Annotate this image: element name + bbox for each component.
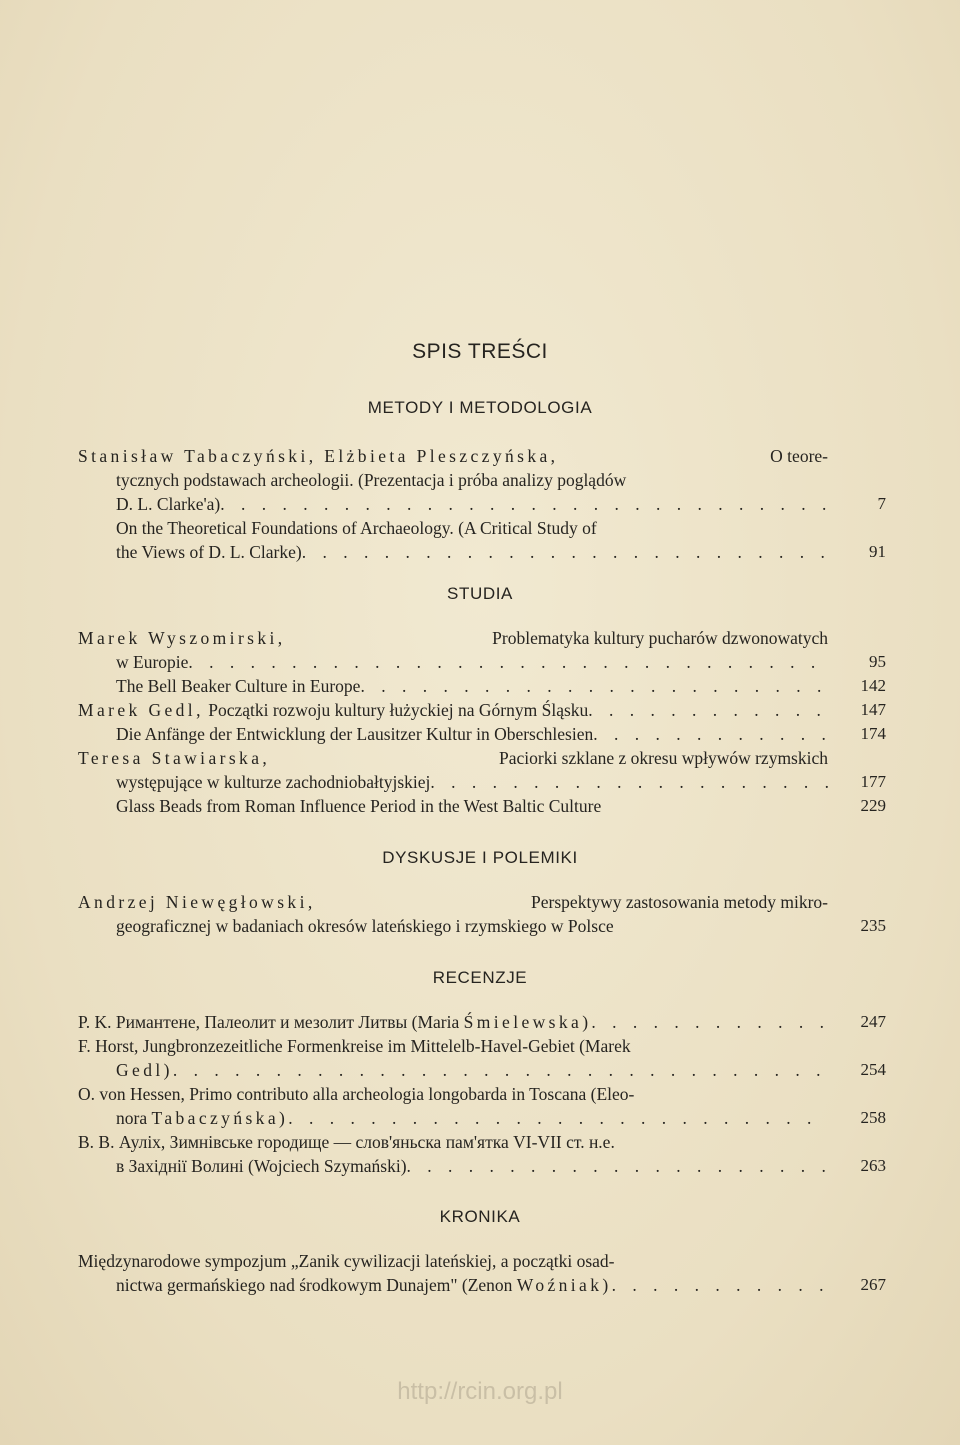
- author-name: Marek Wyszomirski,: [78, 628, 286, 648]
- entry-9-line-1: [78, 1130, 828, 1154]
- entry-title: Die Anfänge der Entwicklung der Lausitzer Kultur in Oberschlesien: [116, 724, 594, 744]
- section-heading-chronicle: KRONIKA: [439, 1207, 521, 1226]
- entry-6-line-1: [78, 1010, 828, 1034]
- author-name: Tabaczyńska): [151, 1108, 289, 1128]
- entry-3-line-1: [78, 698, 828, 722]
- author-name: Marek Gedl,: [78, 700, 204, 720]
- entry-title: в Захiднiї Волинi (Wojciech Szymański): [116, 1156, 407, 1176]
- page-number: 142: [860, 676, 886, 695]
- dot-leader: [593, 722, 828, 746]
- page-number: 263: [860, 1156, 886, 1175]
- page-number: 95: [869, 652, 886, 671]
- section-heading-methods: METODY I METODOLOGIA: [367, 398, 593, 417]
- entry-title: występujące w kulturze zachodniobałtyjskiej: [116, 772, 431, 792]
- entry-title: Glass Beads from Roman Influence Period in the West Baltic Culture: [116, 796, 602, 816]
- entry-title: Paciorki szklane z okresu wpływów rzymskich: [498, 748, 828, 768]
- entry-2-line-2: [116, 650, 828, 674]
- page-title: SPIS TREŚCI: [412, 340, 548, 363]
- entry-5-line-1: [78, 890, 828, 914]
- entry-title: On the Theoretical Foundations of Archaeology. (A Critical Study of: [116, 518, 597, 538]
- author-name: Teresa Stawiarska,: [78, 748, 271, 768]
- dot-leader: [173, 1058, 828, 1082]
- section-heading-reviews: RECENZJE: [432, 968, 528, 987]
- entry-title: geograficznej w badaniach okresów lateńskiego i rzymskiego w Polsce: [116, 916, 614, 936]
- entry-1-line-5: [116, 540, 828, 564]
- entry-title: w Europie: [116, 652, 189, 672]
- page-number: 258: [860, 1108, 886, 1127]
- dot-leader: [302, 540, 828, 564]
- entry-title: nora: [116, 1108, 148, 1128]
- entry-7-line-1: [78, 1034, 828, 1058]
- entry-4-line-2: [116, 770, 828, 794]
- entry-title: nictwa germańskiego nad środkowym Dunajem" (Zenon: [116, 1275, 513, 1295]
- entry-title: D. L. Clarke'a): [116, 494, 221, 514]
- entry-title: В. В. Аулiх, Зимнiвське городище — слов'яньска пам'ятка VI-VII ст. н.е.: [78, 1132, 615, 1152]
- entry-title: tycznych podstawach archeologii. (Prezentacja i próba analizy poglądów: [116, 470, 627, 490]
- entry-1-line-3: [116, 492, 828, 516]
- entry-title: Problematyka kultury pucharów dzwonowatych: [492, 628, 828, 648]
- entry-10-line-2: [116, 1273, 828, 1297]
- entry-title: O. von Hessen, Primo contributo alla archeologia longobarda in Toscana (Eleo-: [78, 1084, 635, 1104]
- entry-4-line-3: [116, 794, 828, 818]
- dot-leader: [220, 492, 828, 516]
- entry-5-line-2: [116, 914, 828, 938]
- page-number: 177: [860, 772, 886, 791]
- entry-9-line-2: [116, 1154, 828, 1178]
- page-number: 147: [860, 700, 886, 719]
- entry-8-line-1: [78, 1082, 828, 1106]
- page-number: 267: [860, 1275, 886, 1294]
- author-name: Śmielewska): [463, 1012, 592, 1032]
- entry-title: the Views of D. L. Clarke): [116, 542, 302, 562]
- page-number: 235: [860, 916, 886, 935]
- dot-leader: [288, 1106, 828, 1130]
- page-number: 174: [860, 724, 886, 743]
- entry-title: P. K. Римантене, Палеолит и мезолит Литвы (Maria: [78, 1012, 460, 1032]
- entry-1-line-2: [116, 468, 828, 492]
- dot-leader: [612, 1273, 828, 1297]
- section-heading-studies: STUDIA: [447, 584, 513, 603]
- dot-leader: [360, 674, 828, 698]
- author-name: Woźniak): [516, 1275, 612, 1295]
- entry-1-line-1: [78, 444, 828, 468]
- entry-title: Międzynarodowe sympozjum „Zanik cywilizacji lateńskiej, a początki osad-: [78, 1251, 615, 1271]
- entry-4-line-1: [78, 746, 828, 770]
- dot-leader: [588, 698, 828, 722]
- author-name: Gedl): [116, 1060, 173, 1080]
- entry-7-line-2: [116, 1058, 828, 1082]
- entry-title: Początki rozwoju kultury łużyckiej na Górnym Śląsku: [208, 700, 589, 720]
- page-number: 247: [860, 1012, 886, 1031]
- entry-2-line-3: [116, 674, 828, 698]
- entry-1-line-4: [116, 516, 828, 540]
- entry-title: F. Horst, Jungbronzezeitliche Formenkreise im Mittelelb-Havel-Gebiet (Marek: [78, 1036, 631, 1056]
- entry-3-line-2: [116, 722, 828, 746]
- dot-leader: [591, 1010, 828, 1034]
- entry-8-line-2: [116, 1106, 828, 1130]
- page-number: 7: [877, 494, 886, 513]
- entry-title: The Bell Beaker Culture in Europe: [116, 676, 361, 696]
- entry-title: O teore-: [770, 446, 828, 466]
- dot-leader: [407, 1154, 828, 1178]
- author-name: Stanisław Tabaczyński, Elżbieta Pleszczyńska,: [78, 446, 559, 466]
- entry-title: Perspektywy zastosowania metody mikro-: [531, 892, 828, 912]
- section-heading-discussions: DYSKUSJE I POLEMIKI: [382, 848, 578, 867]
- dot-leader: [430, 770, 828, 794]
- page-number: 91: [869, 542, 886, 561]
- dot-leader: [188, 650, 828, 674]
- author-name: Andrzej Niewęgłowski,: [78, 892, 316, 912]
- entry-10-line-1: [78, 1249, 828, 1273]
- source-url-watermark: http://rcin.org.pl: [397, 1378, 563, 1405]
- entry-2-line-1: [78, 626, 828, 650]
- page-number: 229: [860, 796, 886, 815]
- page-number: 254: [860, 1060, 886, 1079]
